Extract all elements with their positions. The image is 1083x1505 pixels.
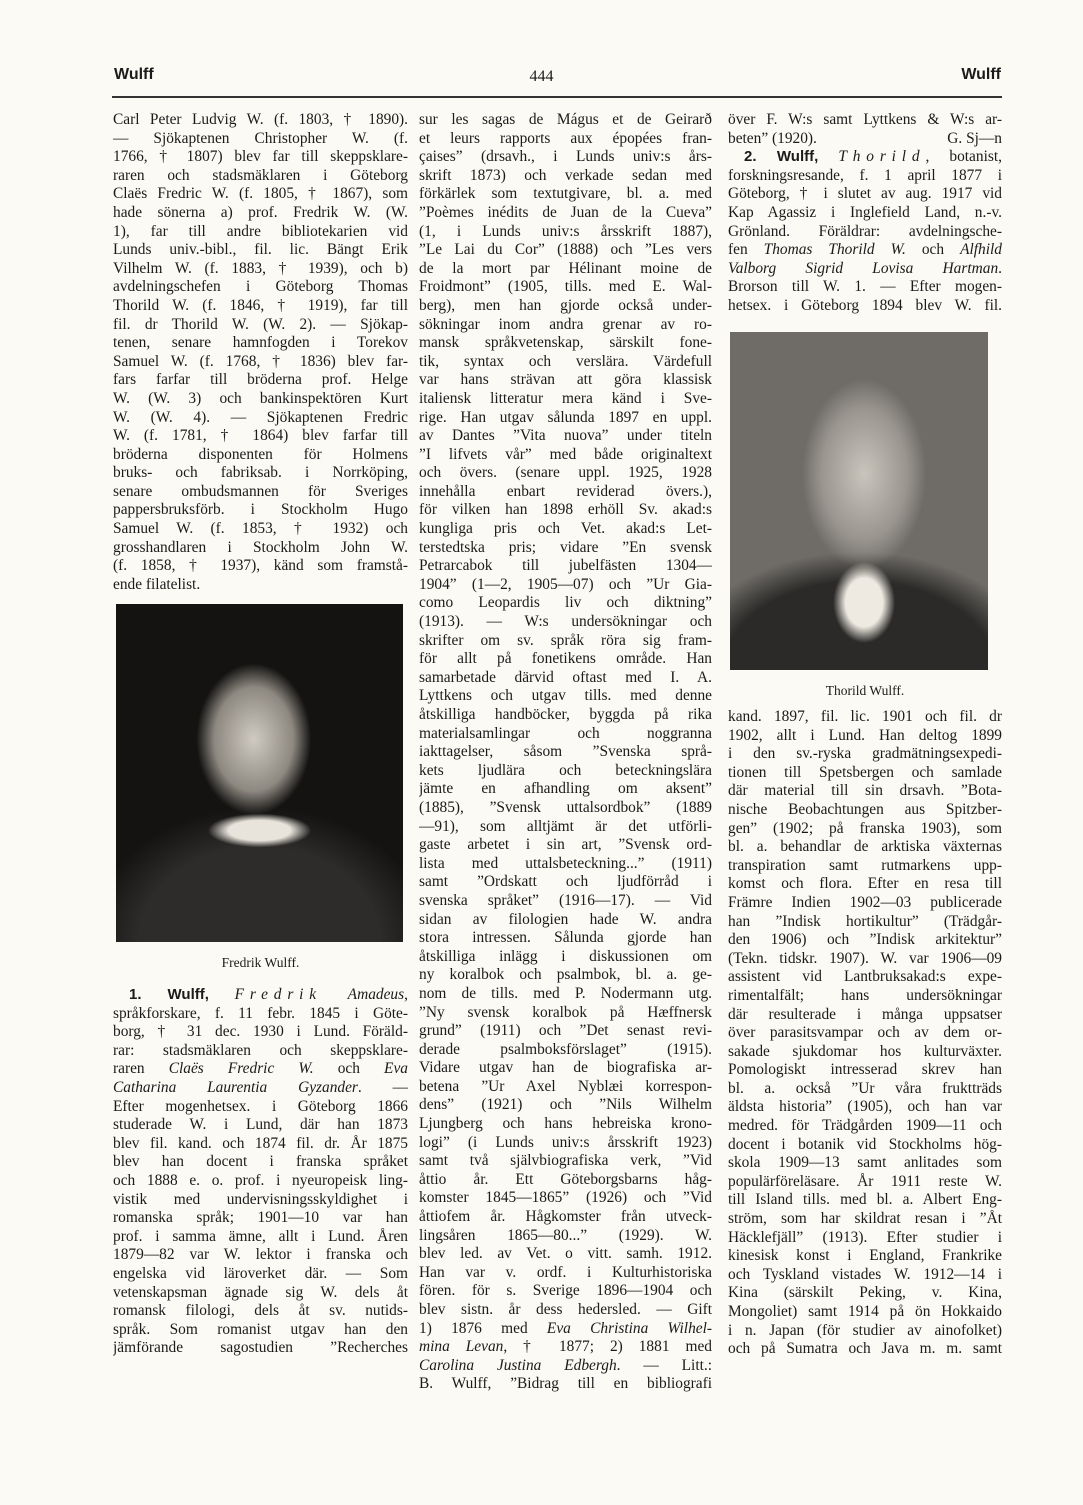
portrait-photo-thorild-wulff bbox=[730, 332, 988, 670]
text-line: sur les sagas de Mágus et de Geirarð bbox=[419, 111, 712, 128]
text-line bbox=[728, 148, 1002, 167]
text-line: ”Ny svensk koralbok på Hæffnersk bbox=[419, 1003, 712, 1021]
page-number: 444 bbox=[529, 68, 554, 85]
text-line: forskningsresande, f. 1 april 1877 i bbox=[728, 166, 1002, 184]
text-line: i den sv.-ryska gradmätningsexpedi- bbox=[728, 745, 1002, 763]
text-line: Kap Agassiz i Inglefield Land, n.-v. bbox=[728, 203, 1002, 221]
text-segment: och bbox=[313, 1060, 385, 1078]
text-line: Thorild W. (f. 1846, † 1919), far till bbox=[113, 296, 408, 314]
text-line: Grönland. Föräldrar: avdelningsche- bbox=[728, 222, 1002, 240]
text-line: tenen, senare hamnfogden i Torekov bbox=[113, 334, 408, 352]
text-line: assistent vid Lantbruksakad:s expe- bbox=[728, 968, 1002, 986]
text-line: samt två självbiografiska verk, ”Vid bbox=[419, 1152, 712, 1170]
text-line: språk. Som romanist utgav han den bbox=[113, 1320, 408, 1338]
text-line: stora intressen. Sålunda gjorde han bbox=[419, 929, 712, 947]
text-line: den 1906) och ”Indisk arkitektur” bbox=[728, 931, 1002, 949]
text-line: (1885), ”Svensk uttalsordbok” (1889 bbox=[419, 798, 712, 816]
text-segment: mina Levan bbox=[419, 1338, 504, 1356]
text-line: hetsex. i Göteborg 1894 blev W. fil. bbox=[728, 296, 1002, 314]
column-3-entry-thorild bbox=[728, 111, 1002, 316]
text-line: bl. a. också ”Ur våra fruktträds bbox=[728, 1079, 1002, 1097]
text-line: como Leopardis liv och diktning” bbox=[419, 594, 712, 612]
text-line: avdelningschefen i Göteborg Thomas bbox=[113, 278, 408, 296]
text-line: sakade sjukdomar hos kulturväxter. bbox=[728, 1042, 1002, 1060]
text-segment: Eva bbox=[384, 1060, 408, 1078]
text-line: studerade W. i Lund, där han 1873 bbox=[113, 1116, 408, 1134]
text-line: över parasitsvampar och av dem or- bbox=[728, 1024, 1002, 1042]
text-line: 1902, allt i Lund. Han deltog 1899 bbox=[728, 726, 1002, 744]
photo-caption-thorild: Thorild Wulff. bbox=[825, 683, 905, 698]
text-line: ende filatelist. bbox=[113, 575, 201, 593]
text-line bbox=[419, 1320, 712, 1339]
text-line: logi” (i Lunds univ:s årsskrift 1923) bbox=[419, 1133, 712, 1151]
text-line: 1879—82 var W. lektor i franska och bbox=[113, 1246, 408, 1264]
photo-caption-fredrik: Fredrik Wulff. bbox=[221, 955, 300, 970]
text-segment: beten” (1920). bbox=[728, 129, 817, 147]
text-line bbox=[113, 1060, 408, 1079]
text-line: tionen till Spetsbergen och samlade bbox=[728, 763, 1002, 781]
text-line: W. (f. 1781, † 1864) blev farfar till bbox=[113, 427, 408, 445]
text-segment: Catharina Laurentia Gyzander bbox=[113, 1078, 358, 1096]
text-line: lista med uttalsbeteckning...” (1911) bbox=[419, 854, 712, 872]
text-segment: . bbox=[998, 259, 1002, 277]
text-line: var hans strävan att göra klassisk bbox=[419, 371, 712, 389]
text-segment: , † 1877; 2) 1881 med bbox=[503, 1338, 712, 1356]
text-line bbox=[113, 986, 408, 1005]
text-line: docent i botanik vid Stockholms hög- bbox=[728, 1135, 1002, 1153]
text-line: Claës Fredric W. (f. 1805, † 1867), som bbox=[113, 185, 408, 203]
entry-heading: 2. Wulff, bbox=[744, 148, 819, 166]
text-line: betena ”Ur Axel Nyblæi korrespon- bbox=[419, 1077, 712, 1095]
text-line: (Tekn. tidskr. 1907). W. var 1906—09 bbox=[728, 949, 1002, 967]
text-line: i n. Japan (för studier av ainofolket) bbox=[728, 1321, 1002, 1339]
text-line: ny koralbok och psalmbok, bl. a. ge- bbox=[419, 966, 712, 984]
text-segment: . — Litt.: bbox=[616, 1356, 712, 1374]
text-line: till Island tills. med bl. a. Albert Eng- bbox=[728, 1191, 1002, 1209]
text-line: (1913). — W:s undersökningar och bbox=[419, 613, 712, 631]
text-line: fars farfar till bröderna prof. Helge bbox=[113, 371, 408, 389]
text-line: italiensk litteratur mera känd i Sve- bbox=[419, 389, 712, 407]
text-line: W. (W. 3) och bankinspektören Kurt bbox=[113, 389, 408, 407]
text-line: Häcklefjäll” (1913). Efter studier i bbox=[728, 1228, 1002, 1246]
text-line: Främre Indien 1902—03 publicerade bbox=[728, 893, 1002, 911]
text-line: romansk filologi, dels åt sv. nutids- bbox=[113, 1302, 408, 1320]
text-segment: , bbox=[404, 986, 408, 1003]
text-line: samarbetade därvid oftast med I. A. bbox=[419, 668, 712, 686]
text-line: ström, som har skildrat resan i ”Åt bbox=[728, 1210, 1002, 1228]
running-head-left: Wulff bbox=[114, 66, 154, 83]
column-3-continued-text bbox=[728, 708, 1002, 1359]
text-segment: Alfhild bbox=[960, 241, 1002, 259]
text-line: romanska språk; 1901—10 var han bbox=[113, 1209, 408, 1227]
text-segment: . — bbox=[357, 1078, 408, 1096]
text-segment: och bbox=[905, 241, 961, 259]
header-rule bbox=[112, 96, 1002, 98]
author-signature: G. Sj—n bbox=[947, 129, 1002, 147]
text-segment: raren bbox=[113, 1060, 169, 1078]
text-line: borg, † 31 dec. 1930 i Lund. Föräld- bbox=[113, 1023, 408, 1041]
text-line: —91), som alltjämt är det utförli- bbox=[419, 817, 712, 835]
text-segment: Eva Christina Wilhel- bbox=[546, 1319, 712, 1337]
text-line: skrift 1873) och verkade sedan med bbox=[419, 166, 712, 184]
text-line: nische Beobachtungen aus Spitzber- bbox=[728, 800, 1002, 818]
text-line: Han var v. ordf. i Kulturhistoriska bbox=[419, 1263, 712, 1281]
text-segment: Amadeus bbox=[347, 986, 405, 1003]
text-line: komster 1845—1865” (1926) och ”Vid bbox=[419, 1189, 712, 1207]
text-line: Kina (särskilt Peking, v. Kina, bbox=[728, 1284, 1002, 1302]
text-line bbox=[419, 1338, 712, 1357]
text-line: innehålla enbart reviderad övers.), bbox=[419, 482, 712, 500]
text-line: materialsamlingar och noggranna bbox=[419, 724, 712, 742]
text-line: Samuel W. (f. 1768, † 1836) blev far- bbox=[113, 352, 408, 370]
text-line: bröderna disponenten för Holmens bbox=[113, 445, 408, 463]
text-line: Lyttkens och utgav tills. med denne bbox=[419, 687, 712, 705]
text-line: jämte en afhandling om aksent” bbox=[419, 780, 712, 798]
text-line: terstedtska pris; vidare ”En svensk bbox=[419, 538, 712, 556]
text-line: (1, i Lunds univ:s årsskrift 1887), bbox=[419, 222, 712, 240]
text-segment: Thorild bbox=[838, 148, 926, 166]
running-head-right: Wulff bbox=[961, 66, 1001, 83]
text-line: W. (W. 4). — Sjökaptenen Fredric bbox=[113, 408, 408, 426]
column-1-entry-fredrik bbox=[113, 986, 408, 1358]
text-line: — Sjökaptenen Christopher W. (f. bbox=[113, 129, 408, 147]
text-line: kinesisk konst i England, Frankrike bbox=[728, 1247, 1002, 1265]
text-line: för allt på fonetikens område. Han bbox=[419, 650, 712, 668]
text-line: bl. a. behandlar de arktiska växternas bbox=[728, 838, 1002, 856]
text-line: et leurs rapports aux épopées fran- bbox=[419, 129, 712, 147]
text-line: hade sönerna a) prof. Fredrik W. (W. bbox=[113, 203, 408, 221]
text-line: fil. dr Thorild W. (W. 2). — Sjökap- bbox=[113, 315, 408, 333]
text-line: medred. för Trädgården 1909—11 och bbox=[728, 1117, 1002, 1135]
text-line: rimentalfält; hans undersökningar bbox=[728, 986, 1002, 1004]
text-line: Froidmont” (1905, tills. med E. Wal- bbox=[419, 278, 712, 296]
text-line: och på Sumatra och Java m. m. samt bbox=[728, 1340, 1002, 1358]
portrait-photo-fredrik-wulff bbox=[116, 604, 403, 942]
text-line: iakttagelser, såsom ”Svenska språ- bbox=[419, 743, 712, 761]
text-line: mansk språkvetenskap, särskilt fone- bbox=[419, 334, 712, 352]
text-line: gaste arbetet i sin art, ”Svensk ord- bbox=[419, 836, 712, 854]
text-line: fören. för s. Sverige 1896—1904 och bbox=[419, 1282, 712, 1300]
text-line: çaises” (drsavh., i Lunds univ:s års- bbox=[419, 148, 712, 166]
text-line: derade psalmboksförslaget” (1915). bbox=[419, 1040, 712, 1058]
text-line: av Dantes ”Vita nuova” under titeln bbox=[419, 427, 712, 445]
text-line: Göteborg, † i slutet av aug. 1917 vid bbox=[728, 185, 1002, 203]
text-segment: Thomas Thorild W. bbox=[763, 241, 906, 259]
text-line: ”Poèmes inédits de Juan de la Cueva” bbox=[419, 203, 712, 221]
text-line: rar: stadsmäklaren och skeppsklare- bbox=[113, 1041, 408, 1059]
text-segment bbox=[818, 148, 838, 165]
text-line: bruks- och fabriksab. i Norrköping, bbox=[113, 464, 408, 482]
text-line: språkforskare, f. 11 febr. 1845 i Göte- bbox=[113, 1004, 408, 1022]
text-line: äldsta historia” (1905), och han var bbox=[728, 1098, 1002, 1116]
text-line: åtskilliga inlägg i diskussionen om bbox=[419, 947, 712, 965]
text-line: prof. i samma ämne, allt i Lund. Åren bbox=[113, 1227, 408, 1245]
text-line: blev han docent i franska språket bbox=[113, 1153, 408, 1171]
text-line: pappersbruksförb. i Stockholm Hugo bbox=[113, 501, 408, 519]
text-line: där resulterade i många uppsatser bbox=[728, 1005, 1002, 1023]
text-line: B. Wulff, ”Bidrag till en bibliografi bbox=[419, 1375, 712, 1393]
text-line: och 1888 e. o. prof. i nyeuropeisk ling- bbox=[113, 1171, 408, 1189]
text-line: jämförande sagostudien ”Recherches bbox=[113, 1339, 408, 1357]
text-line: Samuel W. (f. 1853, † 1932) och bbox=[113, 520, 408, 538]
text-line: (f. 1858, † 1937), känd som framstå- bbox=[113, 557, 408, 575]
text-line: samt ”Ordskatt och ljudförråd i bbox=[419, 873, 712, 891]
text-line: Lunds univ.-bibl., fil. lic. Bängt Erik bbox=[113, 241, 408, 259]
text-line: lingsåren 1865—80...” (1929). W. bbox=[419, 1226, 712, 1244]
text-line: de la mort par Hélinant moine de bbox=[419, 259, 712, 277]
text-line: och Tyskland vistades W. 1912—14 i bbox=[728, 1265, 1002, 1283]
text-segment bbox=[322, 986, 348, 1003]
column-2-text bbox=[419, 111, 712, 1394]
text-line: Brorson till W. 1. — Efter mogen- bbox=[728, 278, 1002, 296]
text-segment: Valborg Sigrid Lovisa Hartman bbox=[728, 259, 999, 277]
text-line bbox=[728, 241, 1002, 260]
text-line: nom de tills. med P. Nodermann utg. bbox=[419, 984, 712, 1002]
text-segment bbox=[209, 986, 235, 1003]
text-line: raren och stadsmäklaren i Göteborg bbox=[113, 166, 408, 184]
text-line: Petrarcabok till jubelfästen 1304— bbox=[419, 557, 712, 575]
text-line: populärföreläsare. År 1911 reste W. bbox=[728, 1172, 1002, 1190]
text-line: åttio år. Ett Göteborgsbarns håg- bbox=[419, 1170, 712, 1188]
text-line: ”Le Lai du Cor” (1888) och ”Les vers bbox=[419, 241, 712, 259]
text-line: 1766, † 1807) blev far till skeppsklare- bbox=[113, 148, 408, 166]
text-line: skola 1909—13 samt anlitades som bbox=[728, 1154, 1002, 1172]
text-line: 1), far till andre bibliotekarien vid bbox=[113, 222, 408, 240]
text-line: berg), men han gjorde också under- bbox=[419, 296, 712, 314]
text-line: senare ombudsmannen för Sveriges bbox=[113, 482, 408, 500]
text-line: sökningar inom andra grenar av ro- bbox=[419, 315, 712, 333]
text-segment: Fredrik bbox=[234, 986, 322, 1003]
text-line: Efter mogenhetsex. i Göteborg 1866 bbox=[113, 1097, 408, 1115]
text-line: Vilhelm W. (f. 1883, † 1939), och b) bbox=[113, 259, 408, 277]
text-line: Ljungberg och hans hebreiska krono- bbox=[419, 1115, 712, 1133]
text-line: gen” (1902; på franska 1903), som bbox=[728, 819, 1002, 837]
text-line bbox=[419, 1357, 712, 1376]
text-line: Vidare utgav han de biografiska ar- bbox=[419, 1059, 712, 1077]
text-line: blev led. av Vet. o vitt. samh. 1912. bbox=[419, 1245, 712, 1263]
text-line: han ”Indisk hortikultur” (Trädgår- bbox=[728, 912, 1002, 930]
text-line: 1904” (1—2, 1905—07) och ”Ur Gia- bbox=[419, 575, 712, 593]
text-line: kets ljudlära och beteckningslära bbox=[419, 761, 712, 779]
text-line: grosshandlaren i Stockholm John W. bbox=[113, 538, 408, 556]
entry-heading: 1. Wulff, bbox=[129, 986, 209, 1003]
text-line: ”I lifvets vår” med både originaltext bbox=[419, 445, 712, 463]
text-line: för vilken han 1898 erhöll Sv. akad:s bbox=[419, 501, 712, 519]
text-line: kungliga pris och Vet. akad:s Let- bbox=[419, 520, 712, 538]
text-line: förkärlek som textutgivare, bl. a. med bbox=[419, 185, 712, 203]
text-line: Carl Peter Ludvig W. (f. 1803, † 1890). bbox=[113, 111, 408, 128]
text-line: skrifter om sv. språk röra sig fram- bbox=[419, 631, 712, 649]
text-segment: fen bbox=[728, 241, 764, 259]
text-line: kand. 1897, fil. lic. 1901 och fil. dr bbox=[728, 708, 1002, 725]
text-segment: 1) 1876 med bbox=[419, 1319, 547, 1337]
text-line: transpiration samt rutmarkens upp- bbox=[728, 856, 1002, 874]
text-line: och övers. (senare uppl. 1925, 1928 bbox=[419, 464, 712, 482]
text-line: Mongoliet) samt 1914 på ön Hokkaido bbox=[728, 1303, 1002, 1320]
text-line: åttiofem år. Hågkomster från utveck- bbox=[419, 1208, 712, 1226]
text-line: grund” (1911) och ”Det senast revi- bbox=[419, 1022, 712, 1040]
column-1-family-text bbox=[113, 111, 408, 594]
text-line: vistik med undervisningsskyldighet i bbox=[113, 1190, 408, 1208]
text-line bbox=[728, 130, 1002, 149]
text-line: svenska språket” (1916—17). — Vid bbox=[419, 891, 712, 909]
text-line: åtskilliga handböcker, byggda på rika bbox=[419, 706, 712, 723]
text-line: vetenskapsman ägnade sig W. dels åt bbox=[113, 1283, 408, 1301]
text-line: rige. Han utgav sålunda 1897 en uppl. bbox=[419, 408, 712, 426]
text-line: Pomologiskt intresserad skrev han bbox=[728, 1061, 1002, 1079]
text-segment: , botanist, bbox=[925, 148, 1002, 166]
text-line: engelska vid läroverket där. — Som bbox=[113, 1264, 408, 1282]
text-line: tik, syntax och verslära. Värdefull bbox=[419, 352, 712, 370]
text-line: komst och flora. Efter en resa till bbox=[728, 875, 1002, 893]
text-segment: Carolina Justina Edbergh bbox=[419, 1356, 617, 1374]
text-line bbox=[728, 260, 1002, 279]
text-line: dens” (1921) och ”Nils Wilhelm bbox=[419, 1096, 712, 1114]
text-line: blev sistn. år dess hedersled. — Gift bbox=[419, 1301, 712, 1318]
text-line: där material till sin drsavh. ”Bota- bbox=[728, 782, 1002, 800]
text-segment: Claës Fredric W. bbox=[168, 1060, 314, 1078]
text-line: över F. W:s samt Lyttkens & W:s ar- bbox=[728, 111, 1002, 128]
text-line bbox=[113, 1079, 408, 1098]
text-line: sidan av filologien hade W. andra bbox=[419, 910, 712, 928]
text-line: blev fil. kand. och 1874 fil. dr. År 1875 bbox=[113, 1134, 408, 1152]
